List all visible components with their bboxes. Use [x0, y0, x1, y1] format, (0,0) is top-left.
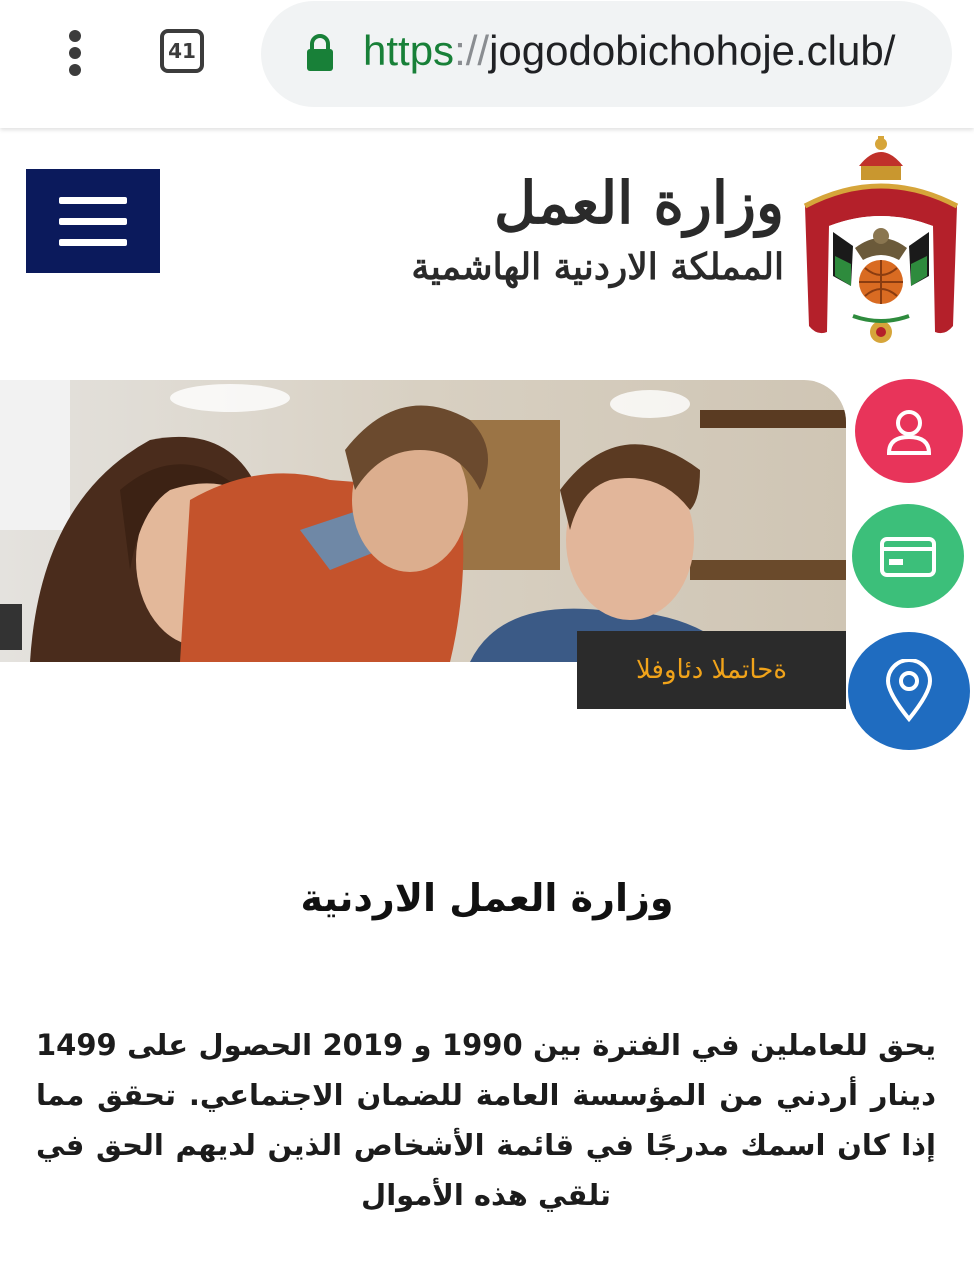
hamburger-menu-icon[interactable] [26, 169, 160, 273]
wallet-button[interactable] [852, 504, 964, 608]
tab-switcher-button[interactable]: 41 [160, 29, 204, 73]
location-button[interactable] [848, 632, 970, 750]
logo-title: وزارة العمل [494, 169, 784, 237]
three-dots-vertical-icon[interactable] [62, 28, 88, 78]
url-scheme: https [363, 27, 455, 74]
logo-subtitle: المملكة الاردنية الهاشمية [411, 246, 784, 288]
page-title: وزارة العمل الاردنية [300, 876, 674, 920]
lock-icon [305, 34, 335, 72]
body-paragraph: يحق للعاملين في الفترة بين 1990 و 2019 الحصول على 1499 دينار أردني من المؤسسة العامة للضمان الاجتماعي. تحقق مما إذا كان اسمك مدرجًا في قائمة الأشخاص الذين لديهم الحق في تلقي هذه الأموال [36, 1028, 936, 1212]
coat-of-arms-emblem [795, 136, 967, 354]
url-text [363, 27, 895, 75]
url-host: jogodobichohoje.club/ [489, 27, 896, 74]
hero-photo [0, 380, 846, 662]
ministry-logo-text [394, 166, 784, 316]
user-icon [881, 403, 937, 459]
browser-toolbar [0, 0, 974, 128]
hero-side-tab [0, 604, 22, 650]
address-bar[interactable] [261, 1, 952, 107]
hero-caption: ةحاتملا دئاوفلا [577, 631, 846, 709]
url-separator: :// [454, 27, 490, 74]
location-pin-icon [884, 659, 934, 723]
user-button[interactable] [855, 379, 963, 483]
wallet-icon [879, 533, 937, 579]
